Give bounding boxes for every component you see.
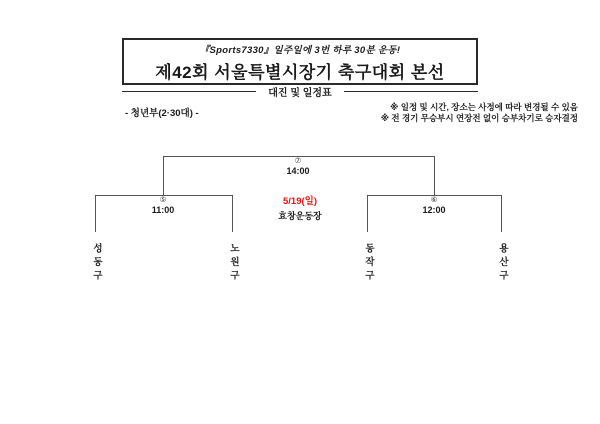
team-name-seongdong: 성동구 — [91, 242, 102, 284]
team-line-nowon — [232, 195, 233, 232]
subtitle-rule-right — [344, 91, 478, 92]
header-box — [122, 38, 478, 85]
semifinal-left-match-time: 11:00 — [151, 205, 175, 215]
team-name-nowon: 노원구 — [228, 242, 239, 284]
note-line-1: ※ 일정 및 시간, 장소는 사정에 따라 변경될 수 있음 — [390, 102, 578, 112]
semifinal-left-match-label — [131, 196, 195, 215]
team-line-dongjak — [367, 195, 368, 232]
semifinal-right-match-number: ⑥ — [430, 195, 438, 204]
final-match-label — [266, 157, 330, 176]
subtitle-text: 대진 및 일정표 — [268, 87, 332, 99]
final-right-drop-line — [434, 156, 435, 195]
subtitle-row — [122, 85, 478, 97]
slogan-text: 『Sports7330』일주일에 3번 하루 30분 운동! — [199, 44, 401, 56]
team-name-yongsan: 용산구 — [497, 242, 508, 284]
notes-block — [381, 102, 578, 124]
semifinal-right-match-label — [402, 196, 466, 215]
event-venue: 효창운동장 — [278, 211, 322, 221]
event-info — [250, 196, 350, 221]
team-line-yongsan — [501, 195, 502, 232]
final-left-drop-line — [163, 156, 164, 195]
final-match-number: ⑦ — [294, 156, 302, 165]
division-label: - 청년부(2·30대) - — [125, 108, 199, 119]
team-line-seongdong — [95, 195, 96, 232]
note-line-2: ※ 전 경기 무승부시 연장전 없이 승부차기로 승자결정 — [380, 113, 578, 123]
page-title: 제42회 서울특별시장기 축구대회 본선 — [155, 62, 445, 82]
event-date: 5/19(일) — [283, 196, 317, 207]
semifinal-right-match-time: 12:00 — [422, 205, 446, 215]
final-match-time: 14:00 — [286, 166, 310, 176]
subtitle-rule-left — [122, 91, 256, 92]
semifinal-left-match-number: ⑤ — [159, 195, 167, 204]
team-name-dongjak: 동작구 — [363, 242, 374, 284]
